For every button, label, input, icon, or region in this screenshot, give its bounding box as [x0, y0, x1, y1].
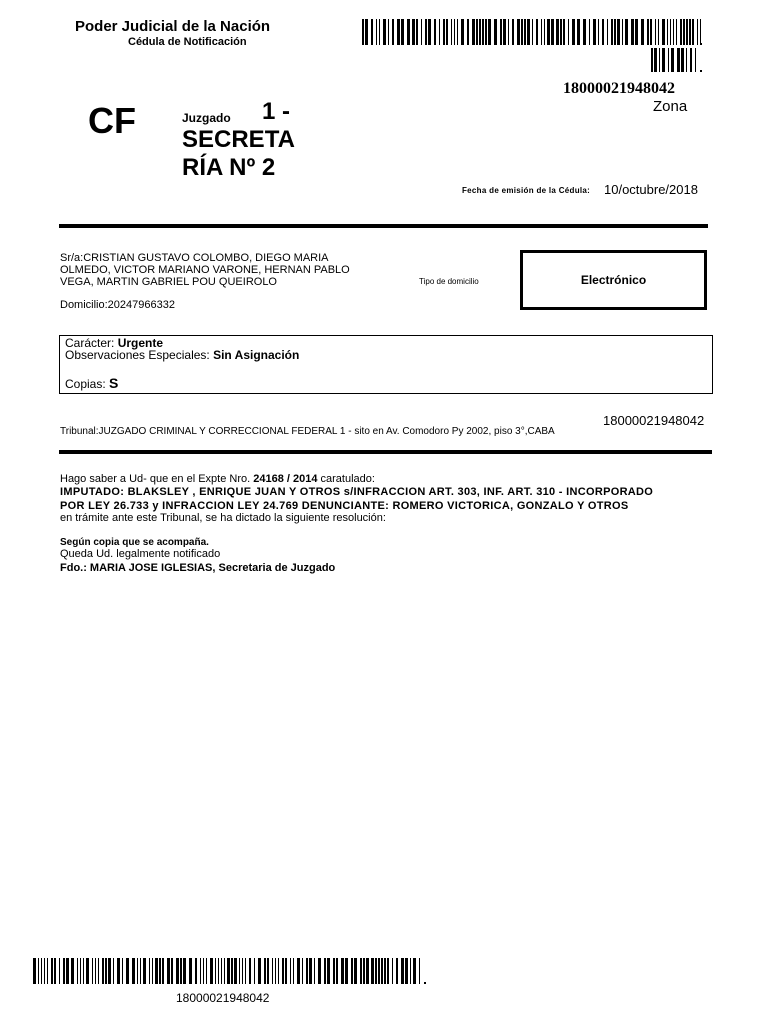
divider: [59, 450, 712, 454]
barcode-bar: [635, 19, 638, 45]
copy-line: Según copia que se acompaña.: [60, 537, 209, 548]
barcode-bar: [662, 19, 665, 45]
barcode-bar: [162, 958, 164, 984]
barcode-bar: [254, 958, 256, 984]
barcode-bar: [183, 958, 186, 984]
barcode-bar: [200, 958, 202, 984]
barcode-bar: [521, 19, 523, 45]
barcode-bar: [242, 958, 244, 984]
barcode-bar: [494, 19, 497, 45]
barcode-bar: [572, 19, 575, 45]
emission-date: 10/octubre/2018: [604, 182, 698, 197]
barcode-bar: [614, 19, 616, 45]
recipient-line: OLMEDO, VICTOR MARIANO VARONE, HERNAN PABLO: [60, 264, 350, 276]
barcode-bar: [392, 958, 394, 984]
barcode-bar: [249, 958, 251, 984]
barcode-bar: [690, 48, 692, 72]
barcode-bar: [695, 48, 697, 72]
barcode-bar: [641, 19, 644, 45]
barcode-bar: [278, 958, 280, 984]
barcode-bar: [105, 958, 107, 984]
barcode-bar: [371, 958, 374, 984]
barcode-bar: [336, 958, 338, 984]
barcode-bar: [551, 19, 554, 45]
barcode-bar: [416, 19, 418, 45]
barcode-bar: [560, 19, 562, 45]
barcode-bar: [77, 958, 79, 984]
barcode-bar: [425, 19, 427, 45]
emission-date-label: Fecha de emisión de la Cédula:: [462, 186, 591, 195]
barcode-bar: [532, 19, 534, 45]
barcode-bar: [536, 19, 538, 45]
barcode-small: [651, 48, 699, 72]
intro-text: Hago saber a Ud- que en el Expte Nro.: [60, 473, 251, 485]
barcode-bar: [680, 19, 682, 45]
barcode-bar: [302, 958, 304, 984]
recipient-line: VEGA, MARTIN GABRIEL POU QUEIROLO: [60, 276, 277, 288]
barcode-bar: [401, 19, 404, 45]
barcode-bar: [140, 958, 142, 984]
observations-line: [65, 348, 299, 362]
barcode-bar: [384, 958, 386, 984]
barcode-bar: [215, 958, 217, 984]
secretaria-block: [182, 126, 342, 182]
barcode-bar: [683, 19, 685, 45]
barcode-bar: [258, 958, 261, 984]
barcode-bar: [171, 958, 173, 984]
barcode-bar: [617, 19, 620, 45]
barcode-bar: [541, 19, 543, 45]
barcode-bar: [651, 48, 653, 72]
barcode-bar: [282, 958, 284, 984]
barcode-bar: [556, 19, 559, 45]
barcode-bar: [598, 19, 600, 45]
barcode-bar: [86, 958, 89, 984]
barcode-bar: [351, 958, 353, 984]
barcode-bar: [272, 958, 274, 984]
barcode-bar: [667, 19, 669, 45]
barcode-bar: [345, 958, 348, 984]
barcode-bar: [95, 958, 97, 984]
barcode-bar: [189, 958, 192, 984]
barcode-bar: [234, 958, 237, 984]
barcode-bar: [221, 958, 223, 984]
barcode-bar: [527, 19, 530, 45]
barcode-bar: [314, 958, 316, 984]
document-type: Cédula de Notificación: [128, 36, 247, 48]
barcode-bar: [500, 19, 502, 45]
zona-label: Zona: [653, 98, 688, 115]
barcode-bar: [102, 958, 104, 984]
case-title-line: POR LEY 26.733 y INFRACCION LEY 24.769 DENUNCIANTE: ROMERO VICTORICA, GONZALO Y OTROS: [60, 500, 629, 512]
barcode-bar: [622, 19, 624, 45]
barcode-bar: [363, 958, 365, 984]
barcode-bar: [44, 958, 46, 984]
barcode-bar: [264, 958, 266, 984]
barcode-bar: [66, 958, 69, 984]
barcode-bar: [476, 19, 478, 45]
barcode-bar: [410, 958, 412, 984]
barcode-bar: [381, 958, 383, 984]
barcode-bar: [47, 958, 49, 984]
barcode-bar: [655, 19, 657, 45]
barcode-bar: [388, 19, 390, 45]
barcode-bar: [686, 48, 688, 72]
barcode-bar: [413, 958, 416, 984]
character-label: Carácter:: [65, 336, 115, 350]
barcode-bar: [547, 19, 550, 45]
barcode-bar: [583, 19, 586, 45]
barcode-bar: [405, 958, 408, 984]
barcode-bar: [285, 958, 287, 984]
barcode-bar: [611, 19, 613, 45]
barcode-bar: [327, 958, 330, 984]
expedient-number: 24168 / 2014: [253, 473, 318, 485]
copies-value: S: [109, 375, 119, 391]
barcode-bar: [117, 958, 120, 984]
barcode-bar: [482, 19, 484, 45]
barcode-bar: [625, 19, 628, 45]
barcode-bar: [318, 958, 321, 984]
document-number: 18000021948042: [603, 413, 705, 428]
barcode-bar: [631, 19, 634, 45]
barcode-bar: [41, 958, 43, 984]
divider: [59, 224, 708, 228]
domicile: Domicilio:20247966332: [60, 299, 175, 311]
signature-line: Fdo.: MARIA JOSE IGLESIAS, Secretaria de Juzgado: [60, 562, 336, 574]
barcode-top: [362, 19, 702, 45]
barcode-bar: [143, 958, 146, 984]
barcode-bar: [210, 958, 213, 984]
barcode-bar: [479, 19, 481, 45]
barcode-bar: [673, 19, 675, 45]
barcode-bar: [293, 958, 295, 984]
barcode-dot: [700, 70, 702, 72]
barcode-bar: [108, 958, 111, 984]
barcode-bar: [324, 958, 326, 984]
barcode-dot: [424, 982, 426, 984]
barcode-bar: [366, 958, 369, 984]
barcode-bar: [434, 19, 436, 45]
document-number: 18000021948042: [176, 991, 270, 1005]
barcode-bar: [485, 19, 487, 45]
barcode-bar: [290, 958, 292, 984]
barcode-bottom: [33, 958, 423, 984]
barcode-bar: [607, 19, 609, 45]
barcode-bar: [697, 19, 699, 45]
notified-line: Queda Ud. legalmente notificado: [60, 548, 221, 560]
barcode-bar: [275, 958, 277, 984]
barcode-bar: [371, 19, 373, 45]
barcode-bar: [365, 19, 368, 45]
barcode-bar: [692, 19, 694, 45]
barcode-bar: [439, 19, 441, 45]
barcode-bar: [362, 19, 364, 45]
barcode-dot: [700, 43, 702, 45]
barcode-bar: [467, 19, 469, 45]
barcode-bar: [309, 958, 312, 984]
barcode-bar: [568, 19, 570, 45]
document-number: 18000021948042: [563, 80, 675, 97]
case-title-line: IMPUTADO: BLAKSLEY , ENRIQUE JUAN Y OTROS s/INFRACCION ART. 303, INF. ART. 310 - INCORPORADO: [60, 486, 654, 498]
barcode-bar: [113, 958, 115, 984]
barcode-bar: [658, 19, 660, 45]
barcode-bar: [231, 958, 233, 984]
barcode-bar: [401, 958, 404, 984]
barcode-bar: [650, 19, 652, 45]
barcode-bar: [544, 19, 546, 45]
character-value: Urgente: [117, 336, 164, 350]
barcode-bar: [412, 19, 415, 45]
barcode-bar: [700, 19, 702, 45]
barcode-bar: [454, 19, 456, 45]
copies-line: [65, 375, 118, 391]
observations-label: Observaciones Especiales:: [65, 348, 210, 362]
barcode-bar: [333, 958, 335, 984]
domicile-type-label: Tipo de domicilio: [419, 277, 479, 286]
barcode-bar: [589, 19, 591, 45]
domicile-type-box: [520, 250, 707, 310]
barcode-bar: [677, 48, 680, 72]
barcode-bar: [689, 19, 691, 45]
barcode-bar: [387, 958, 389, 984]
barcode-bar: [195, 958, 197, 984]
barcode-bar: [647, 19, 649, 45]
barcode-bar: [80, 958, 82, 984]
barcode-bar: [122, 958, 124, 984]
barcode-bar: [245, 958, 247, 984]
barcode-bar: [92, 958, 94, 984]
barcode-bar: [443, 19, 445, 45]
secretaria-line: RÍA Nº 2: [182, 154, 276, 181]
barcode-bar: [379, 19, 381, 45]
intro-line: [60, 473, 375, 485]
barcode-bar: [472, 19, 475, 45]
barcode-bar: [51, 958, 53, 984]
barcode-bar: [159, 958, 161, 984]
barcode-bar: [360, 958, 362, 984]
barcode-bar: [654, 48, 657, 72]
barcode-bar: [83, 958, 85, 984]
barcode-bar: [38, 958, 40, 984]
barcode-bar: [378, 958, 380, 984]
barcode-bar: [512, 19, 514, 45]
barcode-bar: [392, 19, 394, 45]
barcode-bar: [297, 958, 300, 984]
procedure-line: en trámite ante este Tribunal, se ha dictado la siguiente resolución:: [60, 512, 386, 524]
barcode-bar: [668, 48, 670, 72]
barcode-bar: [354, 958, 357, 984]
barcode-bar: [227, 958, 230, 984]
court-code: CF: [88, 100, 136, 141]
barcode-bar: [155, 958, 158, 984]
barcode-bar: [563, 19, 565, 45]
barcode-bar: [670, 19, 672, 45]
barcode-bar: [239, 958, 241, 984]
barcode-bar: [577, 19, 580, 45]
barcode-bar: [686, 19, 688, 45]
barcode-bar: [407, 19, 410, 45]
barcode-bar: [180, 958, 182, 984]
barcode-bar: [376, 19, 378, 45]
juzgado-number: 1 -: [262, 98, 291, 125]
barcode-bar: [176, 958, 179, 984]
barcode-bar: [593, 19, 596, 45]
barcode-bar: [341, 958, 344, 984]
barcode-bar: [397, 19, 400, 45]
barcode-bar: [206, 958, 208, 984]
barcode-bar: [676, 19, 678, 45]
barcode-bar: [306, 958, 308, 984]
observations-value: Sin Asignación: [213, 348, 300, 362]
domicile-type-value: Electrónico: [580, 273, 647, 287]
barcode-bar: [421, 19, 423, 45]
barcode-bar: [503, 19, 506, 45]
barcode-bar: [137, 958, 139, 984]
barcode-bar: [54, 958, 56, 984]
barcode-bar: [671, 48, 674, 72]
barcode-bar: [224, 958, 226, 984]
barcode-bar: [132, 958, 135, 984]
barcode-bar: [396, 958, 398, 984]
case-title: [60, 485, 720, 513]
barcode-bar: [457, 19, 459, 45]
barcode-bar: [59, 958, 61, 984]
barcode-bar: [218, 958, 220, 984]
barcode-bar: [33, 958, 36, 984]
barcode-bar: [149, 958, 151, 984]
tribunal-line: Tribunal:JUZGADO CRIMINAL Y CORRECCIONAL FEDERAL 1 - sito en Av. Comodoro Py 2002, piso 3°,CABA: [60, 426, 555, 437]
secretaria-line: SECRETA: [182, 126, 295, 153]
barcode-bar: [446, 19, 448, 45]
barcode-bar: [681, 48, 684, 72]
barcode-bar: [203, 958, 205, 984]
recipients: [60, 252, 405, 288]
barcode-bar: [662, 48, 665, 72]
org-name: Poder Judicial de la Nación: [75, 18, 271, 35]
barcode-bar: [428, 19, 431, 45]
barcode-bar: [451, 19, 453, 45]
barcode-bar: [126, 958, 129, 984]
barcode-bar: [63, 958, 65, 984]
intro-text: caratulado:: [320, 473, 375, 485]
barcode-bar: [71, 958, 74, 984]
barcode-bar: [267, 958, 269, 984]
barcode-bar: [524, 19, 526, 45]
barcode-bar: [659, 48, 661, 72]
barcode-bar: [383, 19, 386, 45]
juzgado-label: Juzgado: [182, 111, 231, 125]
barcode-bar: [152, 958, 154, 984]
recipient-line: Sr/a:CRISTIAN GUSTAVO COLOMBO, DIEGO MARIA: [60, 252, 329, 264]
barcode-bar: [508, 19, 510, 45]
copies-label: Copias:: [65, 377, 106, 391]
barcode-bar: [98, 958, 100, 984]
barcode-bar: [602, 19, 604, 45]
barcode-bar: [461, 19, 464, 45]
barcode-bar: [488, 19, 491, 45]
barcode-bar: [167, 958, 170, 984]
barcode-bar: [419, 958, 421, 984]
barcode-bar: [517, 19, 520, 45]
barcode-bar: [375, 958, 377, 984]
